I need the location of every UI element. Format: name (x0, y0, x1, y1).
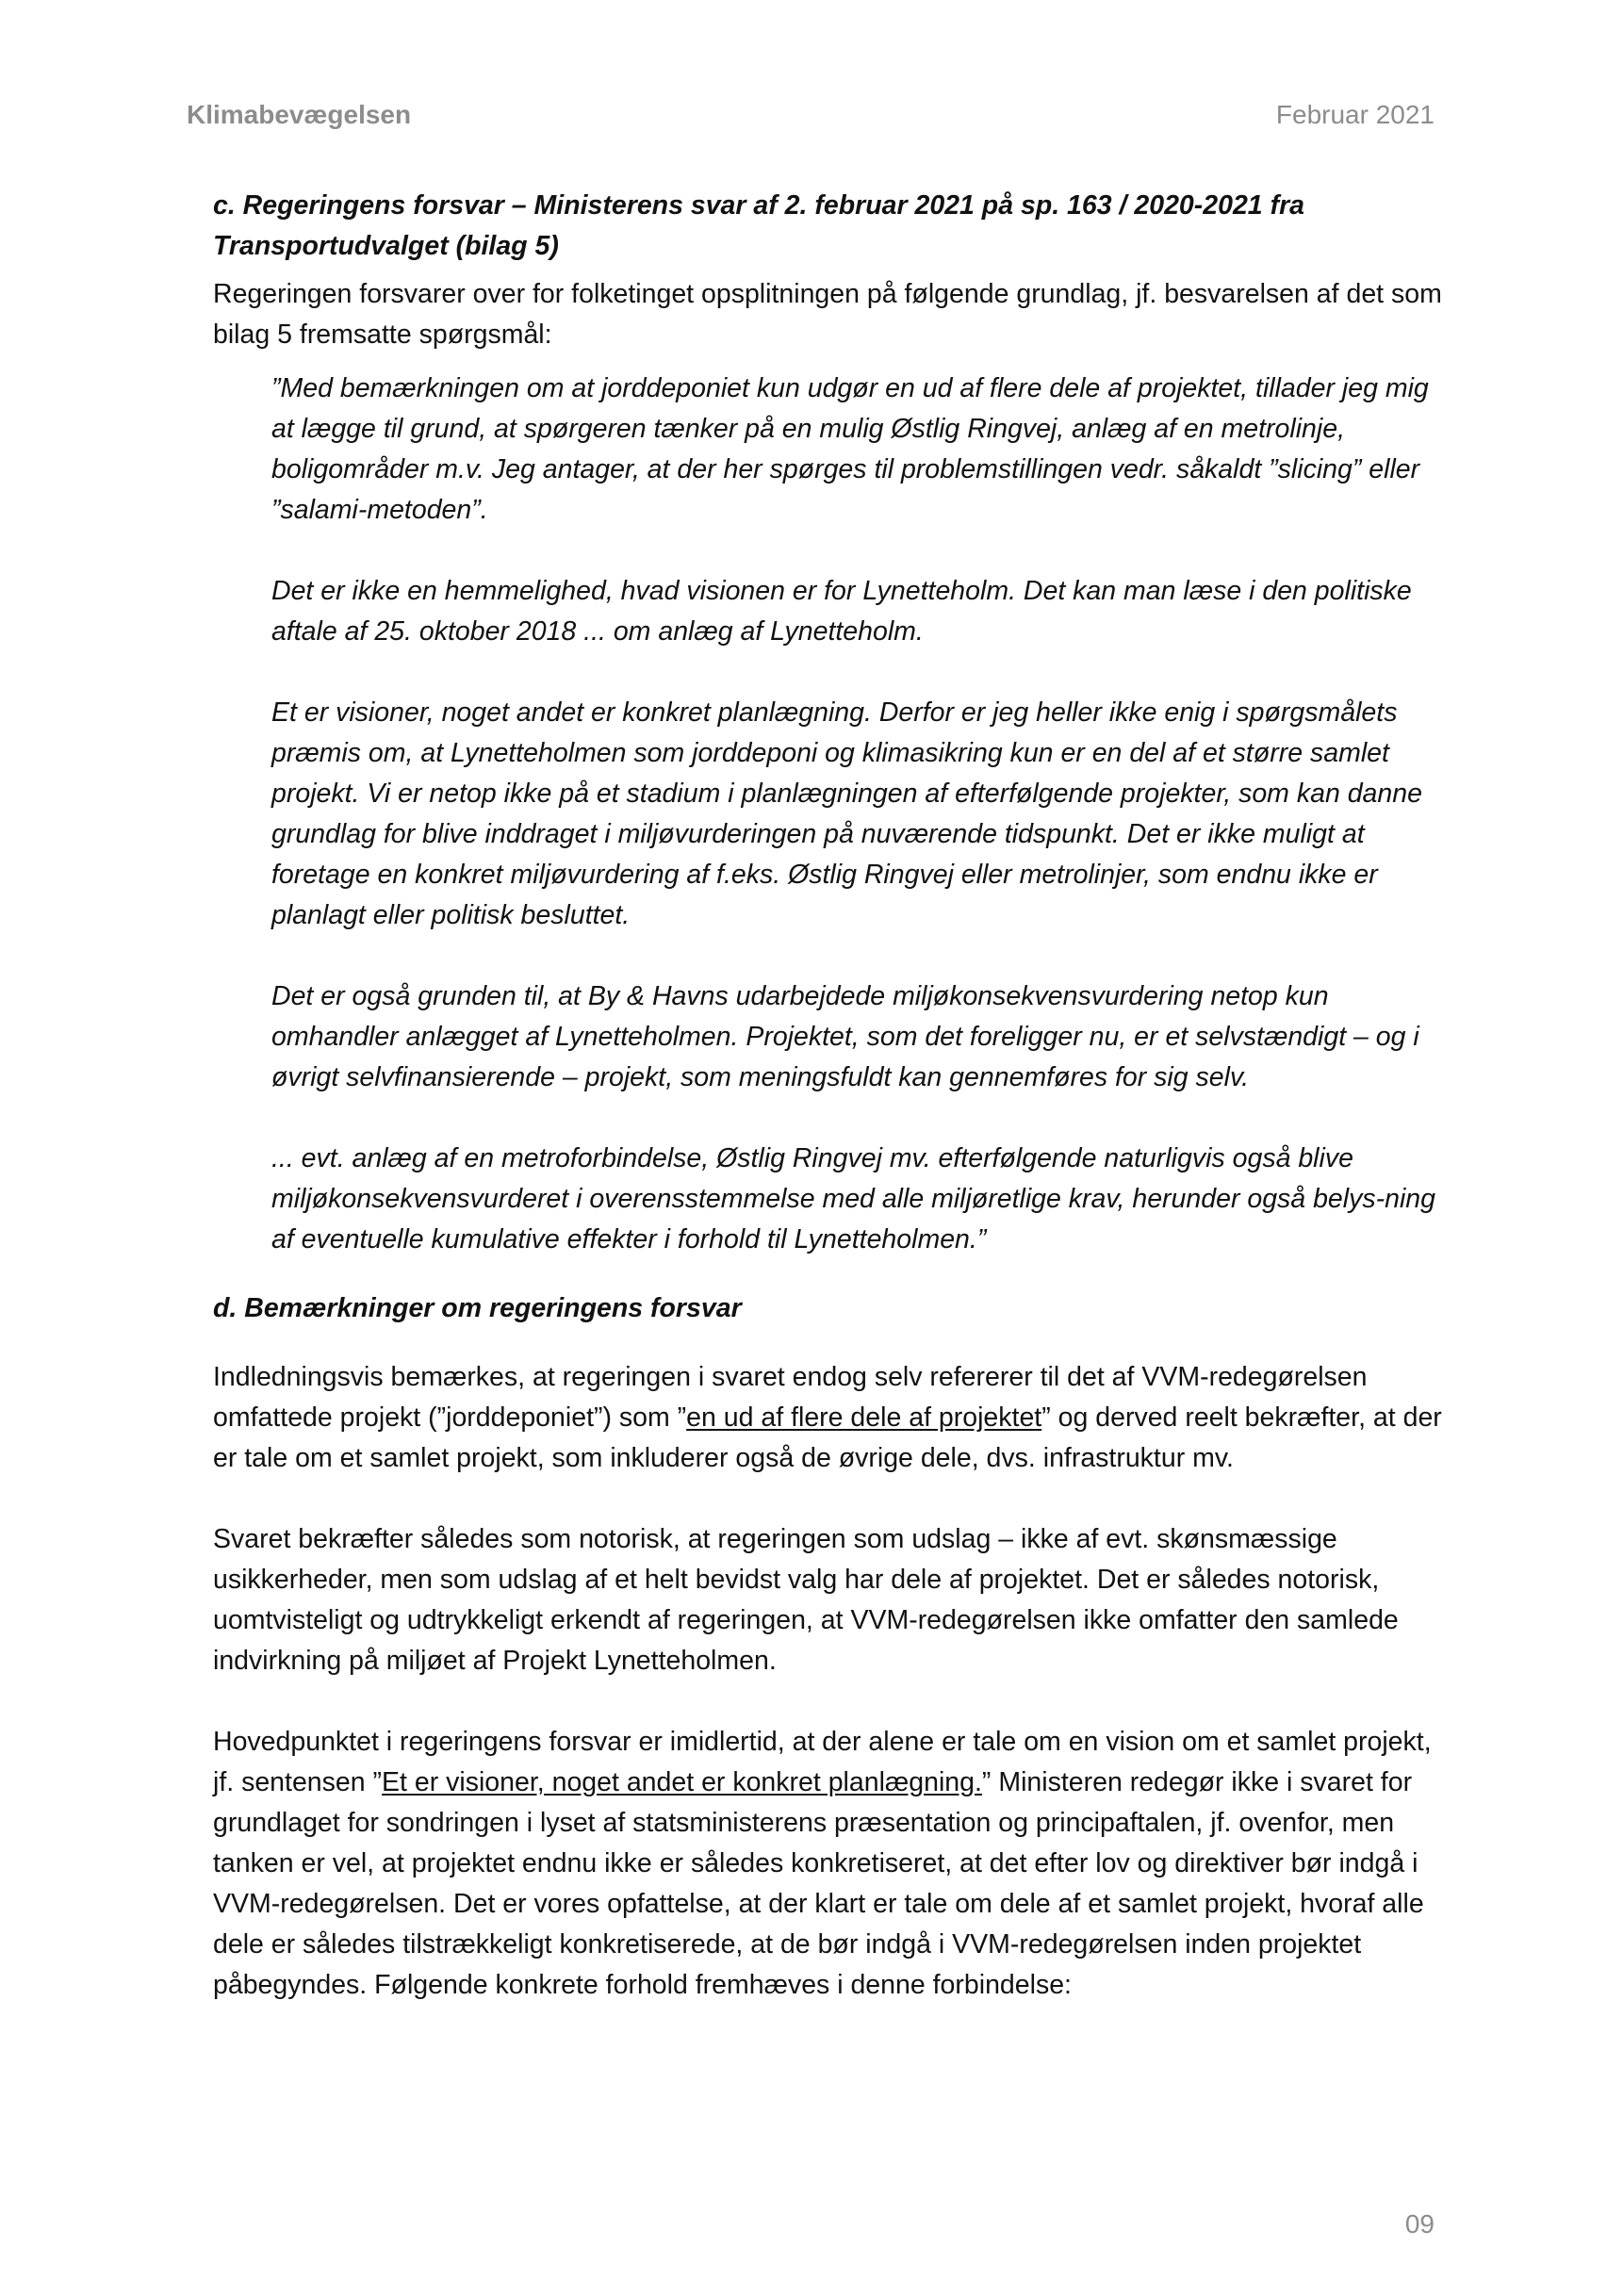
page-content (213, 186, 1444, 2006)
section-c-intro: Regeringen forsvarer over for folketinget opsplitningen på følgende grundlag, jf. besvarelsen af det som bilag 5 fremsatte spørgsmål: (213, 279, 1442, 350)
header-organization: Klimabevægelsen (187, 100, 412, 129)
section-d-paragraph-3 (213, 1722, 1444, 2006)
quote-paragraph: Det er ikke en hemmelighed, hvad visionen er for Lynetteholm. Det kan man læse i den politiske aftale af 25. oktober 2018 ... om anlæg af Lynetteholm. (271, 576, 1412, 647)
quote-paragraph: Et er visioner, noget andet er konkret planlægning. Derfor er jeg heller ikke enig i spørgsmålets præmis om, at Lynetteholmen som jorddeponi og klimasikring kun er en del af et større samlet projekt. Vi er netop ikke på et stadium i planlægningen af efterfølgende projekter, som kan danne grundlag for blive inddraget i miljøvurderingen på nuværende tidspunkt. Det er ikke muligt at foretage en konkret miljøvurdering af f.eks. Østlig Ringvej eller metrolinjer, som endnu ikke er planlagt eller politisk besluttet. (271, 697, 1422, 930)
section-d-heading: d. Bemærkninger om regeringens forsvar (213, 1293, 742, 1323)
header-date: Februar 2021 (1275, 100, 1434, 129)
page-number: 09 (1404, 2209, 1434, 2239)
section-c-heading: c. Regeringens forsvar – Ministerens svar af 2. februar 2021 på sp. 163 / 2020-2021 fra Transportudvalget (bilag 5) (213, 190, 1305, 261)
paragraph-text: ” Ministeren redegør ikke i svaret for grundlaget for sondringen i lyset af statsministerens præsentation og principaftalen, jf. ovenfor, men tanken er vel, at projektet endnu ikke er således konkretiseret, at det efter lov og direktiver bør indgå i VVM-redegørelsen. Det er vores opfattelse, at der klart er tale om dele af et samlet projekt, hvoraf alle dele er således tilstrækkeligt konkretiserede, at de bør indgå i VVM-redegørelsen inden projektet påbegyndes. Følgende konkrete forhold fremhæves i denne forbindelse: (213, 1767, 1424, 2000)
underlined-quote: Et er visioner, noget andet er konkret planlægning. (382, 1767, 982, 1797)
paragraph-text: Indledningsvis bemærkes, at regeringen i svaret endog selv refererer til det af VVM-redegørelsen omfattede projekt (”jorddeponiet”) som ” (213, 1362, 1368, 1433)
underlined-quote: en ud af flere dele af projektet (686, 1402, 1042, 1433)
section-d-paragraph-1 (213, 1357, 1444, 1479)
quote-paragraph: ... evt. anlæg af en metroforbindelse, Østlig Ringvej mv. efterfølgende naturligvis også blive miljøkonsekvensvurderet i overensstemmelse med alle miljøretlige krav, herunder også belys-ning af eventuelle kumulative effekter i forhold til Lynetteholmen.” (271, 1143, 1435, 1255)
paragraph-text: ” og derved reelt bekræfter, at der er tale om et samlet projekt, som inkluderer også de øvrige dele, dvs. infrastruktur mv. (213, 1402, 1442, 1473)
section-d-paragraph-2: Svaret bekræfter således som notorisk, at regeringen som udslag – ikke af evt. skønsmæssige usikkerheder, men som udslag af et helt bevidst valg har dele af projektet. Det er således notorisk, uomtvisteligt og udtrykkeligt erkendt af regeringen, at VVM-redegørelsen ikke omfatter den samlede indvirkning på miljøet af Projekt Lynetteholmen. (213, 1524, 1399, 1676)
minister-quote (271, 369, 1444, 1260)
quote-paragraph: ”Med bemærkningen om at jorddeponiet kun udgør en ud af flere dele af projektet, tillader jeg mig at lægge til grund, at spørgeren tænker på en mulig Østlig Ringvej, anlæg af en metrolinje, boligområder m.v. Jeg antager, at der her spørges til problemstillingen vedr. såkaldt ”slicing” eller ”salami-metoden”. (271, 373, 1429, 525)
quote-paragraph: Det er også grunden til, at By & Havns udarbejdede miljøkonsekvensvurdering netop kun omhandler anlægget af Lynetteholmen. Projektet, som det foreligger nu, er et selvstændigt – og i øvrigt selvfinansierende – projekt, som meningsfuldt kan gennemføres for sig selv. (271, 981, 1419, 1092)
paragraph-text: Hovedpunktet i regeringens forsvar er imidlertid, at der alene er tale om en vision om et samlet projekt, jf. sentensen ” (213, 1727, 1432, 1797)
